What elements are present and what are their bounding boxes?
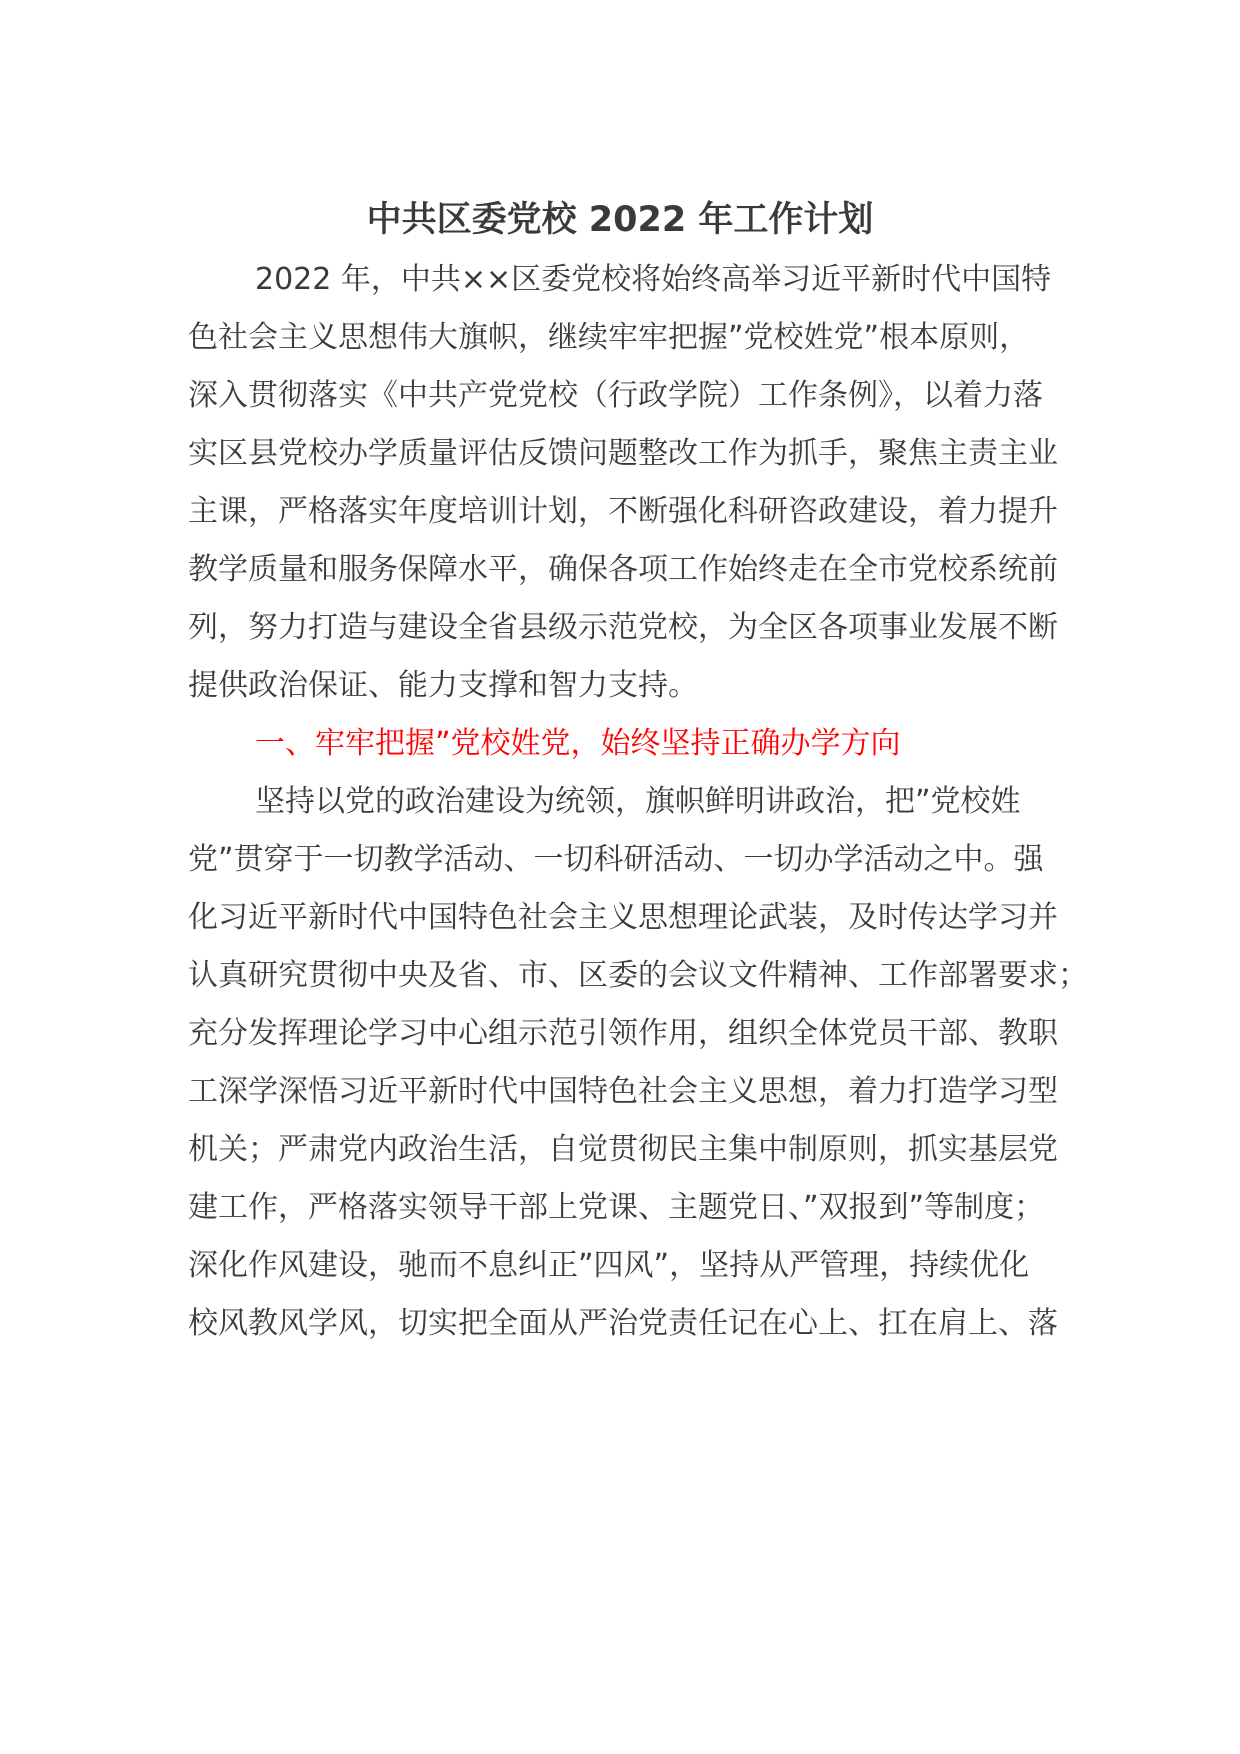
paragraph-1-line-6: 教学质量和服务保障水平，确保各项工作始终走在全市党校系统前	[188, 552, 1058, 587]
section-1-heading: 一、牢牢把握”党校姓党，始终坚持正确办学方向	[255, 726, 901, 761]
paragraph-2-line-4: 认真研究贯彻中央及省、市、区委的会议文件精神、工作部署要求；	[188, 958, 1088, 993]
paragraph-1-line-4: 实区县党校办学质量评估反馈问题整改工作为抓手，聚焦主责主业	[188, 436, 1058, 471]
paragraph-2-line-8: 建工作，严格落实领导干部上党课、主题党日、”双报到”等制度；	[188, 1190, 1045, 1225]
paragraph-1-line-5: 主课，严格落实年度培训计划，不断强化科研咨政建设，着力提升	[188, 494, 1058, 529]
paragraph-2-line-5: 充分发挥理论学习中心组示范引领作用，组织全体党员干部、教职	[188, 1016, 1058, 1051]
paragraph-2-line-1: 坚持以党的政治建设为统领，旗帜鲜明讲政治，把”党校姓	[255, 784, 1021, 819]
paragraph-2-line-10: 校风教风学风，切实把全面从严治党责任记在心上、扛在肩上、落	[188, 1306, 1058, 1341]
paragraph-2-line-9: 深化作风建设，驰而不息纠正”四风”，坚持从严管理，持续优化	[188, 1248, 1030, 1283]
paragraph-1-line-2: 色社会主义思想伟大旗帜，继续牢牢把握”党校姓党”根本原则，	[188, 320, 1030, 355]
paragraph-2-line-3: 化习近平新时代中国特色社会主义思想理论武装，及时传达学习并	[188, 900, 1058, 935]
paragraph-2-line-2: 党”贯穿于一切教学活动、一切科研活动、一切办学活动之中。强	[188, 842, 1044, 877]
paragraph-2-line-6: 工深学深悟习近平新时代中国特色社会主义思想，着力打造学习型	[188, 1074, 1058, 1109]
document-title: 中共区委党校 2022 年工作计划	[366, 200, 874, 240]
paragraph-1-line-8: 提供政治保证、能力支撑和智力支持。	[188, 668, 698, 703]
paragraph-2-line-7: 机关；严肃党内政治生活，自觉贯彻民主集中制原则，抓实基层党	[188, 1132, 1058, 1167]
paragraph-1-line-1: 2022 年，中共××区委党校将始终高举习近平新时代中国特	[255, 262, 1052, 297]
paragraph-1-line-7: 列，努力打造与建设全省县级示范党校，为全区各项事业发展不断	[188, 610, 1058, 645]
paragraph-1-line-3: 深入贯彻落实《中共产党党校（行政学院）工作条例》，以着力落	[188, 378, 1043, 413]
